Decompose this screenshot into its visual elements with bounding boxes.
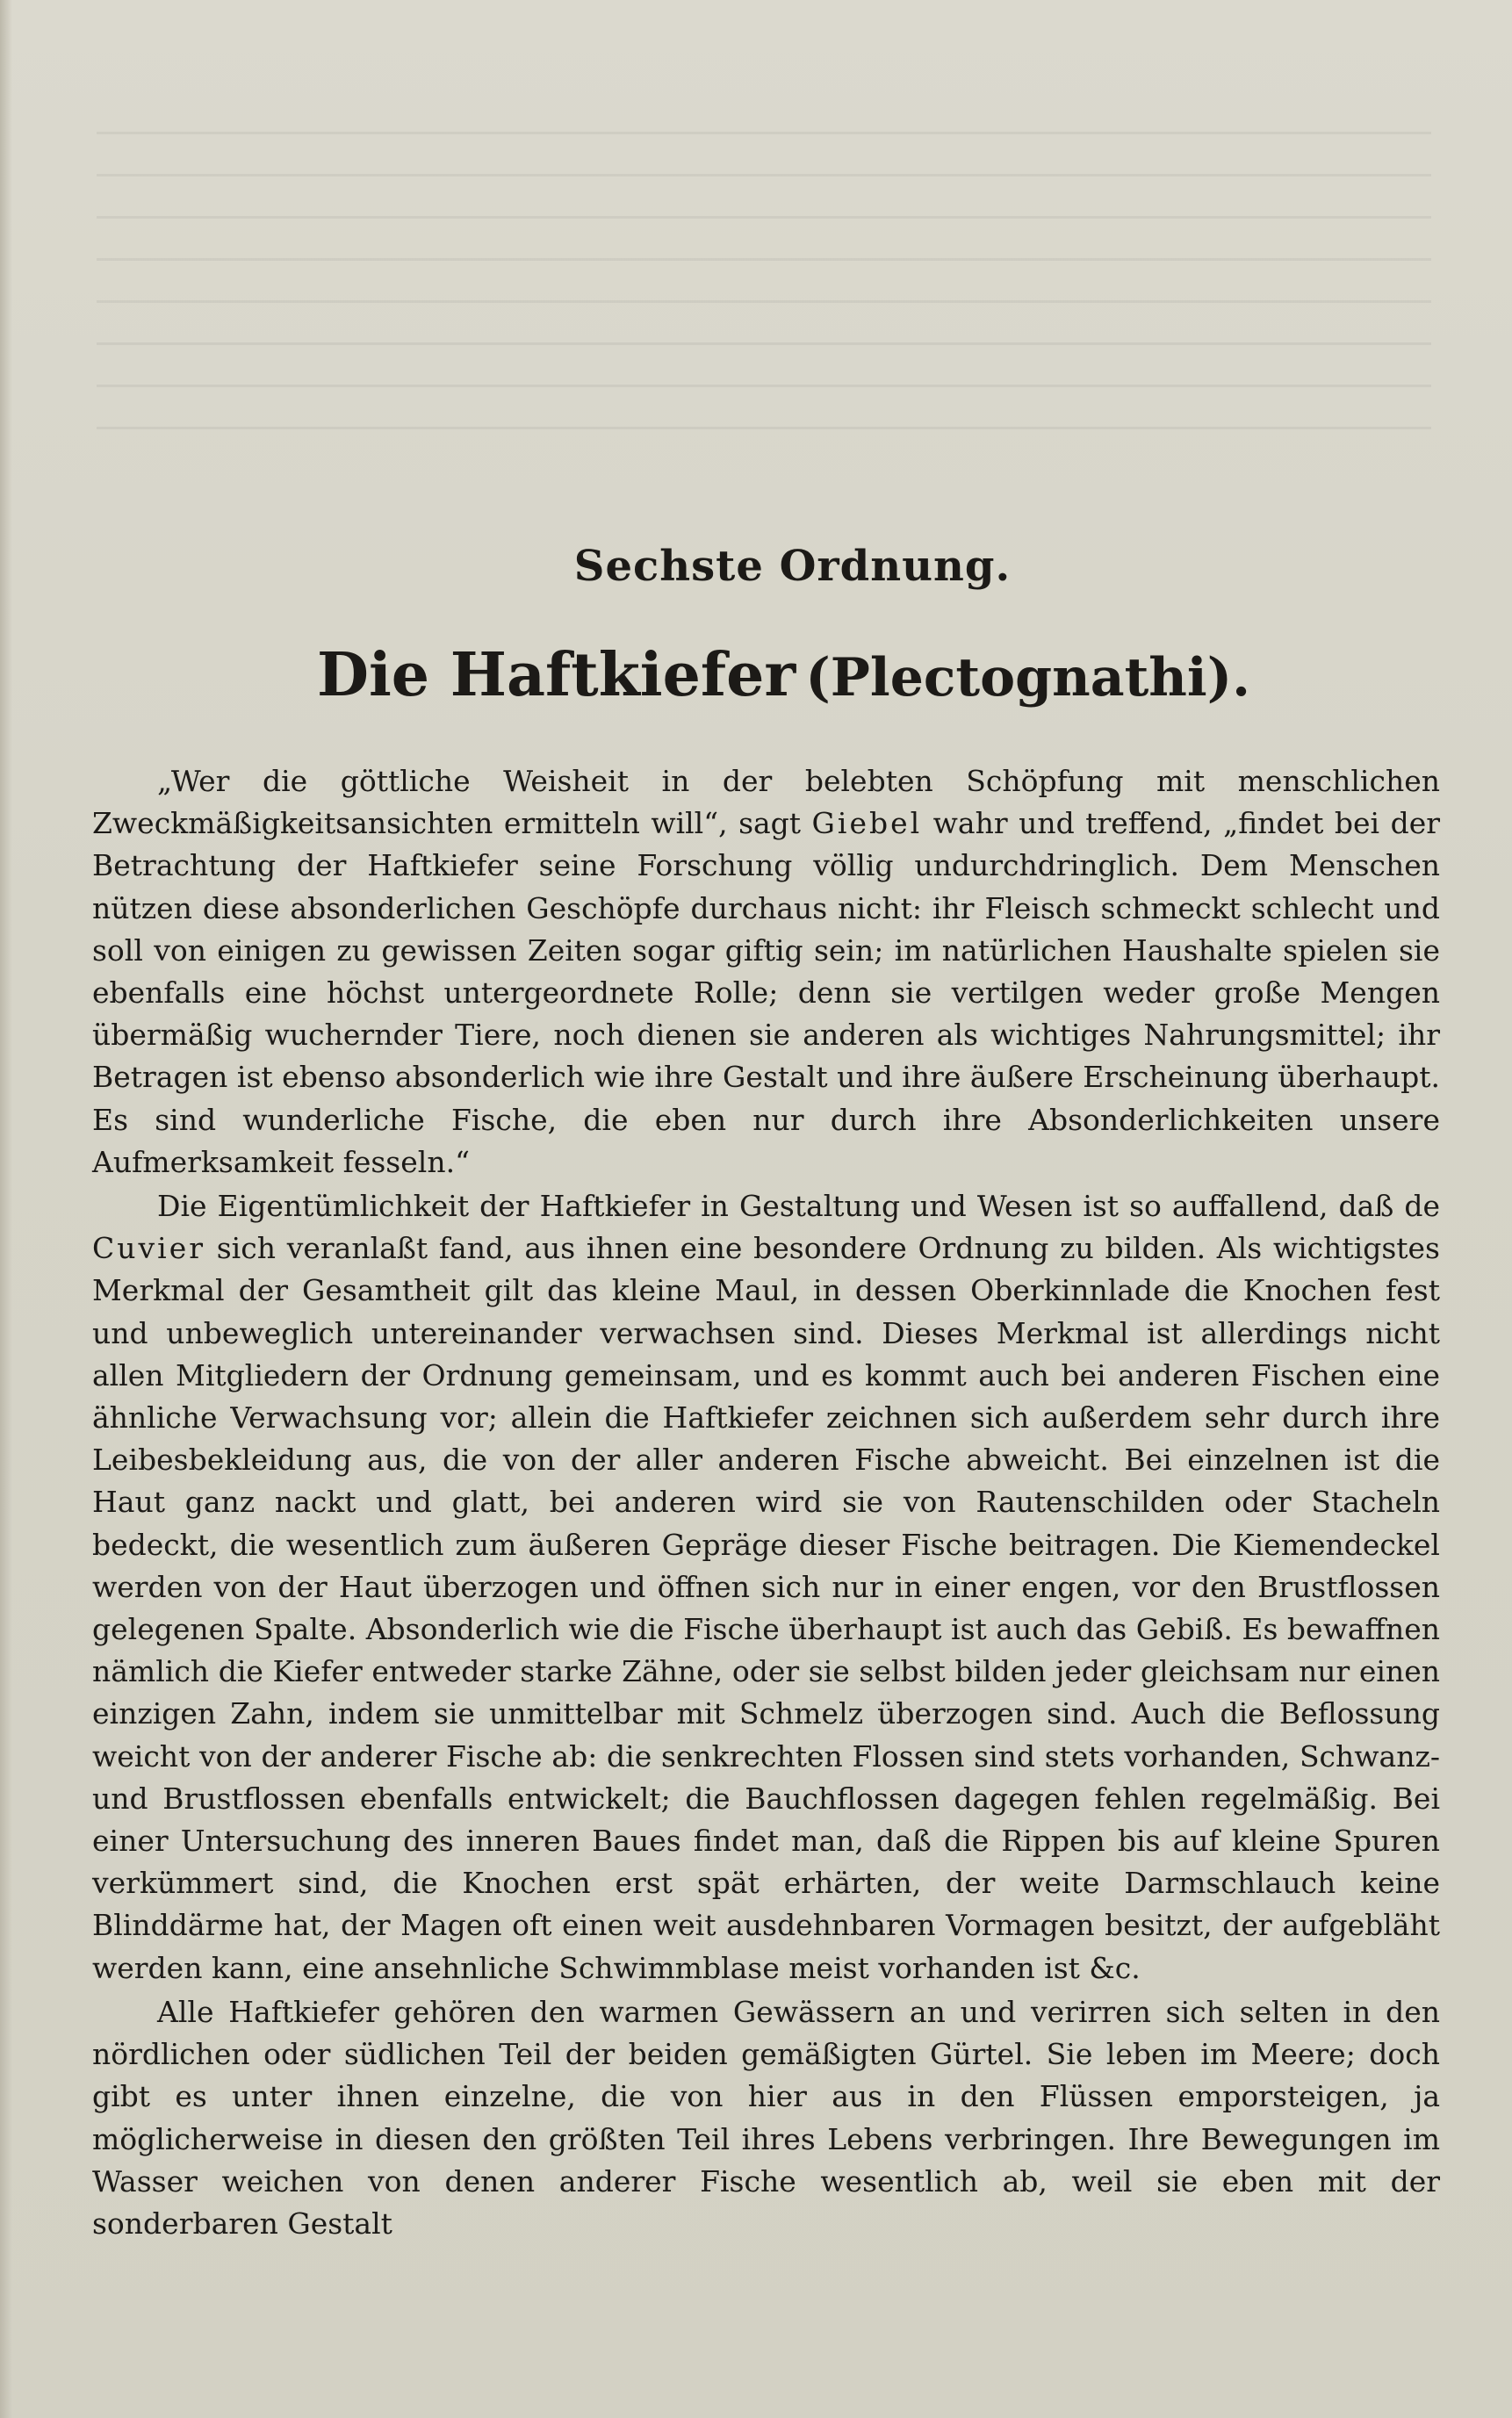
paragraph-3: Alle Haftkiefer gehören den warmen Gewässern an und verirren sich selten in den nördlichen oder südlichen Teil der beiden gemäßigten Gürtel. Sie leben im Meere; doch gibt es unter ihnen einzelne, die von hier aus in den Flüssen emporsteigen, ja möglicherweise in diesen den größten Teil ihres Lebens verbringen. Ihre Bewegungen im Wasser weichen von denen anderer Fische wesentlich ab, weil sie eben mit der sonderbaren Gestalt [92,1994,1440,2241]
paragraph-2 [92,1185,1440,1990]
bleed-through-text [97,132,1431,465]
paragraph-1 [92,760,1440,1184]
family-latin-name: (Plectognathi). [805,647,1250,709]
body-text [92,760,1440,2245]
author-name-cuvier: Cuvier [92,1231,206,1266]
paragraph-1-part-2: wahr und treffend, „findet bei der Betrachtung der Haftkiefer seine Forschung völlig undurchdringlich. Dem Menschen nützen diese absonderlichen Geschöpfe durchaus nicht: ihr Fleisch schmeckt schlecht und soll von einigen zu gewissen Zeiten sogar giftig sein; im natürlichen Haushalte spielen sie ebenfalls eine höchst untergeordnete Rolle; denn sie vertilgen weder große Mengen übermäßig wuchernder Tiere, noch dienen sie anderen als wichtiges Nahrungsmittel; ihr Betragen ist ebenso absonderlich wie ihre Gestalt und ihre äußere Erscheinung überhaupt. Es sind wunderliche Fische, die eben nur durch ihre Absonderlichkeiten unsere Aufmerksamkeit fesseln.“ [92,806,1440,1179]
family-name: Die Haftkiefer [316,640,796,710]
paragraph-2-part-1: Die Eigentümlichkeit der Haftkiefer in Gestaltung und Wesen ist so auffallend, daß de [157,1189,1440,1224]
order-heading: Sechste Ordnung. [573,542,1012,591]
author-name-giebel: Giebel [811,806,923,841]
family-heading [92,636,1440,715]
page-edge-shadow [0,0,12,2418]
paragraph-1-part-1: „Wer die göttliche Weisheit in der belebten Schöpfung mit menschlichen Zweckmäßigkeitsansichten ermitteln will“, sagt [92,764,1440,841]
text-block [92,536,1440,2245]
paragraph-2-part-2: sich veranlaßt fand, aus ihnen eine besondere Ordnung zu bilden. Als wichtigstes Merkmal der Gesamtheit gilt das kleine Maul, in dessen Oberkinnlade die Knochen fest und unbeweglich untereinander verwachsen sind. Dieses Merkmal ist allerdings nicht allen Mitgliedern der Ordnung gemeinsam, und es kommt auch bei anderen Fischen eine ähnliche Verwachsung vor; allein die Haftkiefer zeichnen sich außerdem sehr durch ihre Leibesbekleidung aus, die von der aller anderen Fische abweicht. Bei einzelnen ist die Haut ganz nackt und glatt, bei anderen wird sie von Rautenschilden oder Stacheln bedeckt, die wesentlich zum äußeren Gepräge dieser Fische beitragen. Die Kiemendeckel werden von der Haut überzogen und öffnen sich nur in einer engen, vor den Brustflossen gelegenen Spalte. Absonderlich wie die Fische überhaupt ist auch das Gebiß. Es bewaffnen nämlich die Kiefer entweder starke Zähne, oder sie selbst bilden jeder gleichsam nur einen einzigen Zahn, indem sie unmittelbar mit Schmelz überzogen sind. Auch die Beflossung weicht von der anderer Fische ab: die senkrechten Flossen sind stets vorhanden, Schwanz- und Brustflossen ebenfalls entwickelt; die Bauchflossen dagegen fehlen regelmäßig. Bei einer Untersuchung des inneren Baues findet man, daß die Rippen bis auf kleine Spuren verkümmert sind, die Knochen erst spät erhärten, der weite Darmschlauch keine Blinddärme hat, der Magen oft einen weit ausdehnbaren Vormagen besitzt, der aufgebläht werden kann, eine ansehnliche Schwimmblase meist vorhanden ist &c. [92,1231,1440,1985]
